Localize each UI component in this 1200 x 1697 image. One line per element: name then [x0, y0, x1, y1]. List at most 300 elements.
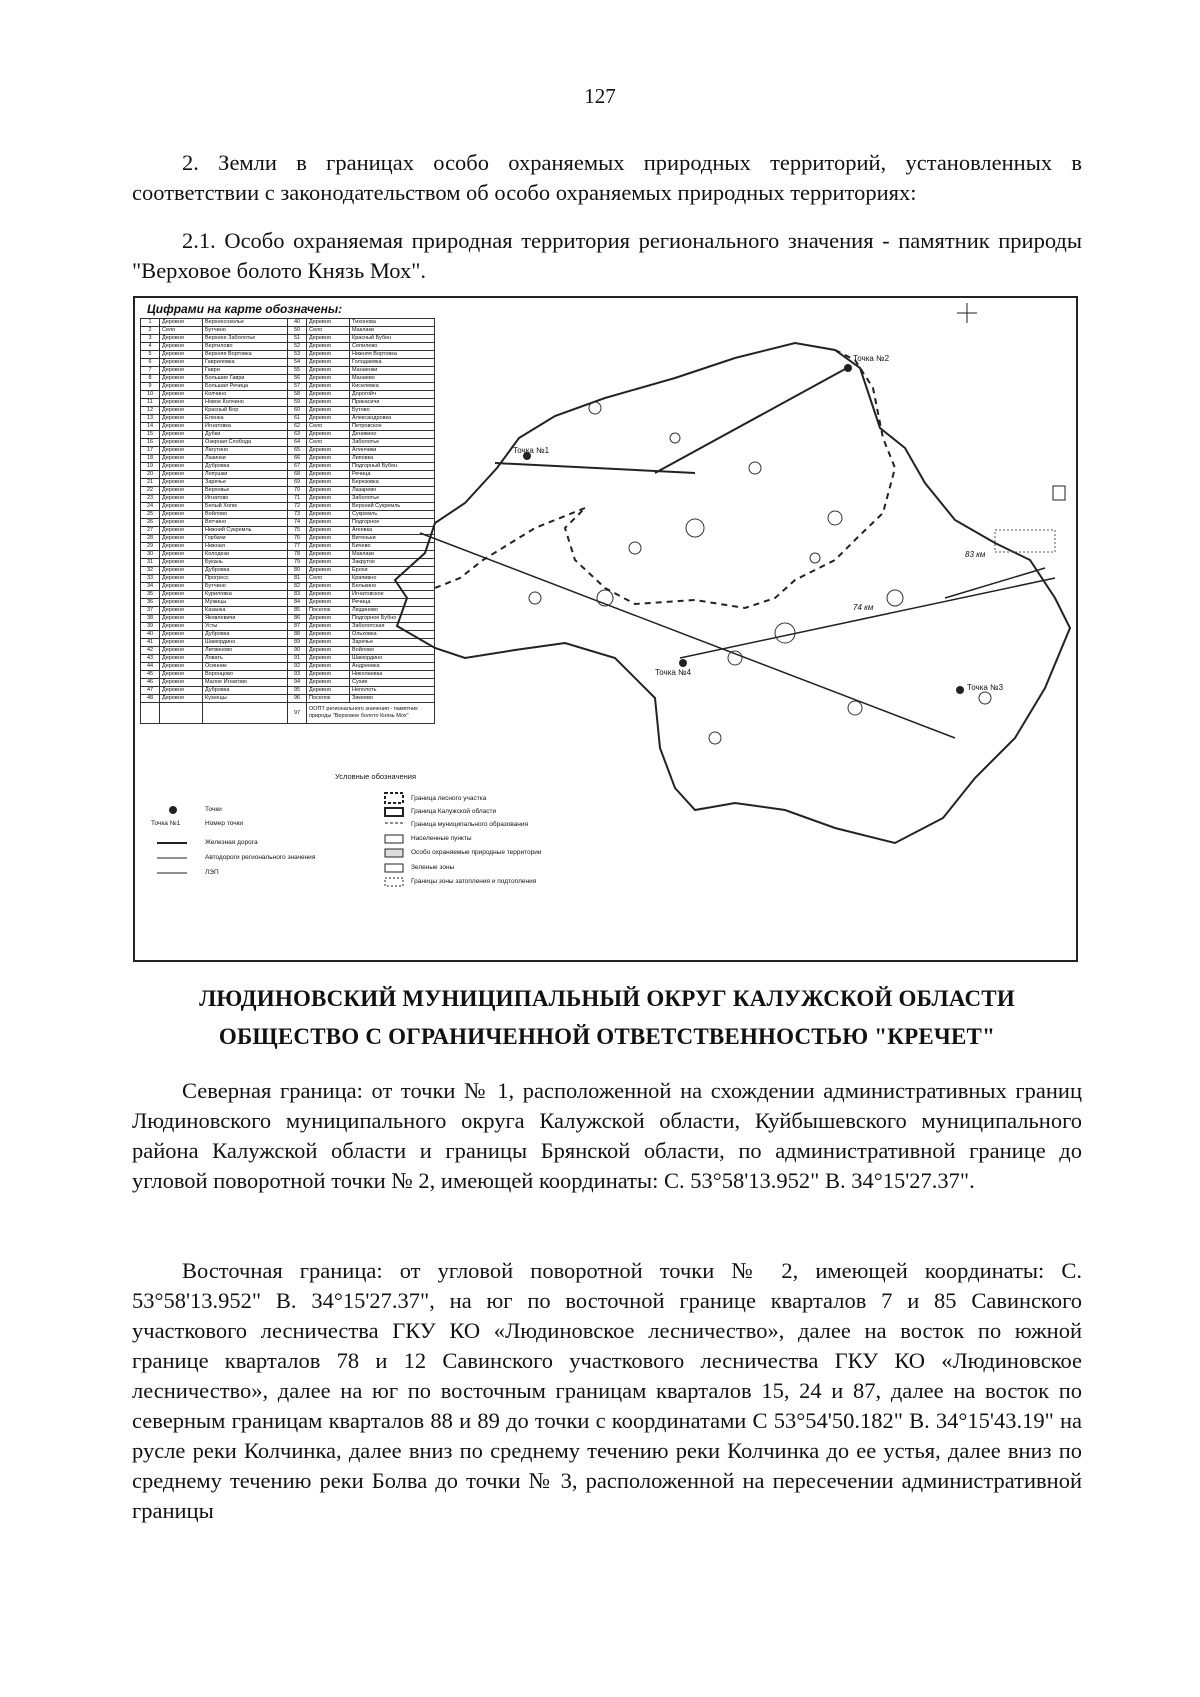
table-cell: 63: [288, 431, 307, 439]
table-cell: Манаенки: [350, 367, 435, 375]
table-cell: Деревня: [160, 519, 203, 527]
table-cell: 24: [141, 503, 160, 511]
table-cell: 26: [141, 519, 160, 527]
table-cell: 72: [288, 503, 307, 511]
table-cell: Кузнецы: [203, 695, 288, 703]
table-cell: Деревня: [307, 431, 350, 439]
table-cell: Киселевка: [350, 383, 435, 391]
table-cell: 75: [288, 527, 307, 535]
table-cell: Деревня: [160, 511, 203, 519]
table-cell: Деревня: [160, 607, 203, 615]
heading-company: ОБЩЕСТВО С ОГРАНИЧЕННОЙ ОТВЕТСТВЕННОСТЬЮ "КРЕЧЕТ": [218, 1024, 996, 1049]
table-cell: Заболотье: [350, 495, 435, 503]
legend-forest-boundary: Граница лесного участка: [411, 795, 487, 802]
table-cell: 55: [288, 367, 307, 375]
paragraph-north-border: Северная граница: от точки № 1, расположенной на схождении административных границ Людиновского муниципального округа Калужской области, Куйбышевского муниципального района Калужской области и границы Брянской области, по административной границе до угловой поворотной точки № 2, имеющей координаты: С. 53°58'13.952" В. 34°15'27.37".: [132, 1078, 1082, 1193]
table-cell: Манаево: [350, 375, 435, 383]
table-cell: 28: [141, 535, 160, 543]
table-cell: Деревня: [307, 687, 350, 695]
table-cell: Малое Игнатово: [203, 679, 288, 687]
table-cell: Крапивно: [350, 575, 435, 583]
table-cell: 64: [288, 439, 307, 447]
table-cell: Нижний Сукремль: [203, 527, 288, 535]
table-cell: 61: [288, 415, 307, 423]
table-cell: 54: [288, 359, 307, 367]
table-cell: 40: [288, 319, 307, 327]
table-cell: Витеньки: [350, 535, 435, 543]
table-cell: Деревня: [160, 439, 203, 447]
table-cell: 16: [141, 439, 160, 447]
table-cell: Деревня: [307, 543, 350, 551]
table-cell: 4: [141, 343, 160, 351]
table-cell: Деревня: [160, 687, 203, 695]
table-cell: Деревня: [160, 351, 203, 359]
table-cell: Бутчино: [203, 583, 288, 591]
table-cell: Деревня: [160, 487, 203, 495]
table-cell: Ольховка: [350, 631, 435, 639]
table-cell: 22: [141, 487, 160, 495]
table-cell: Зикеево: [350, 695, 435, 703]
table-cell: Деревня: [160, 407, 203, 415]
table-cell: 46: [141, 679, 160, 687]
table-cell: Белый Холм: [203, 503, 288, 511]
table-cell: Деревня: [307, 335, 350, 343]
table-cell: Дубровка: [203, 687, 288, 695]
table-cell: Деревня: [307, 503, 350, 511]
table-cell: Верхняя Вортовка: [203, 351, 288, 359]
table-cell: 60: [288, 407, 307, 415]
road-label-83: 83 км: [965, 550, 986, 559]
table-cell: 45: [141, 671, 160, 679]
table-cell: 19: [141, 463, 160, 471]
legend-green-zones: Зеленые зоны: [411, 864, 455, 871]
table-cell: 91: [288, 655, 307, 663]
north-arrow-icon: [957, 303, 977, 323]
table-cell: 43: [141, 655, 160, 663]
table-cell: 69: [288, 479, 307, 487]
table-cell: Деревня: [160, 631, 203, 639]
table-cell: Голодаевка: [350, 359, 435, 367]
table-cell: Нижная: [203, 543, 288, 551]
table-cell: Деревня: [160, 671, 203, 679]
table-cell: Деревня: [307, 383, 350, 391]
table-cell: 18: [141, 455, 160, 463]
table-cell: Село: [307, 423, 350, 431]
table-cell: Казанка: [203, 607, 288, 615]
legend-oopt: Особо охраняемые природные территории: [411, 849, 542, 856]
table-cell: Деревня: [160, 447, 203, 455]
table-cell: Село: [307, 327, 350, 335]
table-cell: Подгорное: [350, 519, 435, 527]
table-cell: 76: [288, 535, 307, 543]
table-cell: Деревня: [307, 559, 350, 567]
table-cell: Лагутино: [203, 447, 288, 455]
road: [680, 578, 1055, 658]
table-cell: Петровское: [350, 423, 435, 431]
table-cell: 32: [141, 567, 160, 575]
legend-settlements: Населенные пункты: [411, 835, 472, 842]
dashed-boundary: [565, 350, 895, 608]
table-cell: Липовка: [350, 455, 435, 463]
table-cell: Сукремль: [350, 511, 435, 519]
table-cell: Людиново: [350, 607, 435, 615]
table-cell: Войлово: [203, 511, 288, 519]
table-cell: 50: [288, 327, 307, 335]
table-cell: Заболотье: [350, 439, 435, 447]
table-cell: 38: [141, 615, 160, 623]
point-3-marker: [956, 686, 964, 694]
table-cell: ООПТ регионального значения - памятник природы "Верховое болото Князь Мох": [307, 703, 435, 724]
table-cell: Деревня: [160, 647, 203, 655]
table-cell: 58: [288, 391, 307, 399]
legend-municipal-boundary: Граница муниципального образования: [411, 821, 529, 828]
table-cell: Деревня: [160, 383, 203, 391]
table-cell: Красный Бор: [203, 407, 288, 415]
railway: [420, 533, 955, 738]
paragraph-monument: 2.1. Особо охраняемая природная территория регионального значения - памятник природы "Верховое болото Князь Мох".: [132, 228, 1082, 283]
table-cell: Деревня: [160, 367, 203, 375]
table-cell: Деревня: [307, 679, 350, 687]
table-cell: 62: [288, 423, 307, 431]
table-cell: Лазинки: [203, 455, 288, 463]
table-cell: 82: [288, 583, 307, 591]
table-cell: 35: [141, 591, 160, 599]
heading-district: ЛЮДИНОВСКИЙ МУНИЦИПАЛЬНЫЙ ОКРУГ КАЛУЖСКОЙ ОБЛАСТИ: [199, 986, 1015, 1011]
table-cell: Деревня: [307, 511, 350, 519]
table-cell: Деревня: [307, 631, 350, 639]
table-cell: Нижняя Вортовка: [350, 351, 435, 359]
table-cell: 84: [288, 599, 307, 607]
table-cell: Вертилово: [203, 343, 288, 351]
table-cell: Деревня: [160, 391, 203, 399]
table-cell: Игнатово: [203, 495, 288, 503]
table-cell: 73: [288, 511, 307, 519]
table-cell: 78: [288, 551, 307, 559]
table-cell: Деревня: [160, 399, 203, 407]
table-cell: Белькино: [350, 583, 435, 591]
table-cell: Колчино: [203, 391, 288, 399]
table-cell: 29: [141, 543, 160, 551]
table-cell: 47: [141, 687, 160, 695]
table-cell: 42: [141, 647, 160, 655]
table-cell: 30: [141, 551, 160, 559]
table-cell: 67: [288, 463, 307, 471]
legend-regional-roads: Автодороги регионального значения: [205, 854, 316, 861]
table-cell: Деревня: [307, 671, 350, 679]
table-cell: 57: [288, 383, 307, 391]
table-cell: 7: [141, 367, 160, 375]
legend-title: Условные обозначения: [335, 772, 417, 781]
table-cell: Деревня: [307, 479, 350, 487]
table-cell: Подгорный Бубен: [350, 463, 435, 471]
table-cell: Тихонова: [350, 319, 435, 327]
label-point-1: Точка №1: [513, 446, 550, 455]
table-cell: Деревня: [160, 527, 203, 535]
table-cell: 59: [288, 399, 307, 407]
road-label-74: 74 км: [853, 603, 874, 612]
table-cell: Верхний Сукремль: [350, 503, 435, 511]
table-cell: Лопушки: [203, 471, 288, 479]
table-cell: Деревня: [160, 471, 203, 479]
table-cell: Деревня: [160, 623, 203, 631]
table-cell: Бутчино: [203, 327, 288, 335]
table-cell: Деревня: [160, 375, 203, 383]
table-cell: Деревня: [307, 615, 350, 623]
table-cell: Деревня: [160, 599, 203, 607]
table-cell: Дубровка: [203, 567, 288, 575]
table-cell: Колодези: [203, 551, 288, 559]
table-cell: Деревня: [307, 367, 350, 375]
table-cell: Горбачи: [203, 535, 288, 543]
legend-kaluga-boundary: Граница Калужской области: [411, 808, 497, 815]
table-cell: Березовка: [350, 479, 435, 487]
table-cell: Верхнесоколье: [203, 319, 288, 327]
table-cell: Заречье: [350, 639, 435, 647]
table-cell: 53: [288, 351, 307, 359]
table-cell: Деревня: [160, 359, 203, 367]
table-cell: Гаври: [203, 367, 288, 375]
label-point-2: Точка №2: [853, 354, 890, 363]
table-cell: Деревня: [307, 551, 350, 559]
table-cell: Игнатовское: [350, 591, 435, 599]
table-cell: Деревня: [160, 343, 203, 351]
table-cell: 80: [288, 567, 307, 575]
table-cell: Деревня: [160, 575, 203, 583]
table-cell: Деревня: [307, 471, 350, 479]
table-cell: Деревня: [160, 335, 203, 343]
table-cell: 39: [141, 623, 160, 631]
table-cell: 89: [288, 639, 307, 647]
table-cell: 1: [141, 319, 160, 327]
table-cell: Куриловка: [203, 591, 288, 599]
table-cell: Заболотская: [350, 623, 435, 631]
table-cell: Еленка: [203, 415, 288, 423]
table-cell: 68: [288, 471, 307, 479]
table-cell: Ловать: [203, 655, 288, 663]
table-cell: Деревня: [307, 415, 350, 423]
table-cell: Деревня: [160, 583, 203, 591]
table-cell: Заречье: [203, 479, 288, 487]
table-cell: 15: [141, 431, 160, 439]
table-cell: 90: [288, 647, 307, 655]
table-cell: Большая Речица: [203, 383, 288, 391]
table-cell: Озерная Слобода: [203, 439, 288, 447]
table-cell: 17: [141, 447, 160, 455]
table-cell: 65: [288, 447, 307, 455]
table-cell: 5: [141, 351, 160, 359]
table-cell: Бутово: [350, 407, 435, 415]
table-cell: Деревня: [307, 375, 350, 383]
table-cell: Деревня: [160, 591, 203, 599]
table-cell: Мужицы: [203, 599, 288, 607]
legend-sample-point: Точка №1: [151, 820, 181, 827]
table-cell: Сухие: [350, 679, 435, 687]
table-cell: Деревня: [307, 319, 350, 327]
table-cell: Деревня: [160, 455, 203, 463]
table-cell: Букань: [203, 559, 288, 567]
table-cell: 27: [141, 527, 160, 535]
table-cell: Верховье: [203, 487, 288, 495]
table-cell: Гавриловка: [203, 359, 288, 367]
table-cell: Поселок: [307, 607, 350, 615]
table-cell: 10: [141, 391, 160, 399]
table-cell: Речица: [350, 471, 435, 479]
table-cell: 37: [141, 607, 160, 615]
table-cell: Деревня: [307, 639, 350, 647]
table-cell: Николаевка: [350, 671, 435, 679]
label-point-3: Точка №3: [967, 683, 1004, 692]
table-cell: Деревня: [160, 655, 203, 663]
table-cell: Сепилево: [350, 343, 435, 351]
table-cell: Верхнее Заболотье: [203, 335, 288, 343]
table-cell: Деревня: [160, 423, 203, 431]
table-cell: Александровка: [350, 415, 435, 423]
table-cell: Воронцово: [203, 671, 288, 679]
table-cell: 71: [288, 495, 307, 503]
table-cell: 8: [141, 375, 160, 383]
table-cell: 14: [141, 423, 160, 431]
table-cell: Андреевка: [350, 663, 435, 671]
table-cell: Деревня: [307, 535, 350, 543]
table-cell: 83: [288, 591, 307, 599]
table-cell: 9: [141, 383, 160, 391]
table-cell: 66: [288, 455, 307, 463]
table-cell: Деревня: [307, 519, 350, 527]
table-cell: Дубровка: [203, 631, 288, 639]
legend-power-line: ЛЭП: [205, 869, 219, 876]
table-cell: Войлово: [350, 647, 435, 655]
table-cell: Агеевка: [350, 527, 435, 535]
table-cell: 48: [141, 695, 160, 703]
table-cell: 6: [141, 359, 160, 367]
table-cell: Деревня: [160, 615, 203, 623]
table-cell: 87: [288, 623, 307, 631]
paragraph-east-border: Восточная граница: от угловой поворотной точки № 2, имеющей координаты: С. 53°58'13.952" В. 34°15'27.37", на юг по восточной границе кварталов 7 и 85 Савинского участкового лесничества ГКУ КО «Людиновское лесничество», далее на восток по южной границе кварталов 78 и 12 Савинского участкового лесничества ГКУ КО «Людиновское лесничество», далее на юг по восточным границам кварталов 15, 24 и 87, далее на восток по северным границам кварталов 88 и 89 до точки с координатами С 53°54'50.182" В. 34°15'43.19" на русле реки Колчинка, далее вниз по среднему течению реки Колчинка до ее устья, далее вниз по среднему течению реки Болва до точки № 3, расположенной на пересечении административной границы: [132, 1258, 1082, 1523]
table-cell: Деревня: [307, 647, 350, 655]
table-cell: Деревня: [160, 567, 203, 575]
table-cell: Деревня: [307, 583, 350, 591]
table-cell: Деревня: [160, 415, 203, 423]
table-cell: Алянчики: [350, 447, 435, 455]
table-cell: Деревня: [160, 663, 203, 671]
table-cell: 2: [141, 327, 160, 335]
table-cell: Маклаки: [350, 327, 435, 335]
table-cell: 51: [288, 335, 307, 343]
map-figure: [133, 296, 1078, 962]
legend-point-number: Номер точки: [205, 820, 244, 827]
table-cell: Деревня: [160, 503, 203, 511]
table-cell: Маклаки: [350, 551, 435, 559]
district-boundary: [395, 343, 1070, 843]
table-cell: 93: [288, 671, 307, 679]
table-cell: 34: [141, 583, 160, 591]
table-cell: 31: [141, 559, 160, 567]
table-cell: Деревня: [307, 407, 350, 415]
table-cell: Деревня: [160, 463, 203, 471]
table-cell: Деревня: [307, 591, 350, 599]
table-cell: 88: [288, 631, 307, 639]
table-cell: Прикасичи: [350, 399, 435, 407]
table-cell: 12: [141, 407, 160, 415]
table-cell: 79: [288, 559, 307, 567]
paragraph-lands-oopt: 2. Земли в границах особо охраняемых природных территорий, установленных в соответствии с законодательством об особо охраняемых природных территориях:: [132, 150, 1082, 205]
table-cell: Неполоть: [350, 687, 435, 695]
table-cell: 94: [288, 679, 307, 687]
table-cell: Подгорное Бубно: [350, 615, 435, 623]
table-cell: Деревня: [307, 567, 350, 575]
table-cell: 70: [288, 487, 307, 495]
table-cell: Новое Колчино: [203, 399, 288, 407]
table-cell: Деревня: [160, 431, 203, 439]
table-cell: 86: [288, 615, 307, 623]
table-cell: 23: [141, 495, 160, 503]
table-cell: Речица: [350, 599, 435, 607]
table-cell: 52: [288, 343, 307, 351]
table-cell: 41: [141, 639, 160, 647]
table-cell: Деревня: [160, 479, 203, 487]
table-cell: Закрутое: [350, 559, 435, 567]
table-cell: Деревня: [160, 695, 203, 703]
table-cell: 81: [288, 575, 307, 583]
table-cell: Деревня: [307, 463, 350, 471]
legend-flood-zone: Границы зоны затопления и подтопления: [411, 878, 537, 885]
table-cell: 3: [141, 335, 160, 343]
table-cell: Деревня: [160, 319, 203, 327]
table-cell: Деревня: [307, 623, 350, 631]
table-cell: 77: [288, 543, 307, 551]
table-cell: Деревня: [307, 527, 350, 535]
table-cell: Лазарево: [350, 487, 435, 495]
table-cell: Шамордино: [350, 655, 435, 663]
table-cell: Деревня: [307, 399, 350, 407]
table-cell: 95: [288, 687, 307, 695]
table-cell: Дорогойч: [350, 391, 435, 399]
table-cell: Ерохи: [350, 567, 435, 575]
table-cell: Дубки: [203, 431, 288, 439]
point-4-marker: [679, 659, 687, 667]
point-2-marker: [844, 364, 852, 372]
table-cell: Деникино: [350, 431, 435, 439]
table-cell: Деревня: [307, 359, 350, 367]
table-cell: 44: [141, 663, 160, 671]
table-cell: Деревня: [307, 655, 350, 663]
table-cell: Усты: [203, 623, 288, 631]
table-cell: Дубровка: [203, 463, 288, 471]
table-cell: Село: [160, 327, 203, 335]
table-cell: 21: [141, 479, 160, 487]
table-cell: Осинник: [203, 663, 288, 671]
table-cell: Яковлевичи: [203, 615, 288, 623]
table-cell: Деревня: [160, 551, 203, 559]
table-cell: Деревня: [307, 663, 350, 671]
table-cell: 40: [141, 631, 160, 639]
table-cell: Деревня: [160, 535, 203, 543]
table-cell: Большие Гаври: [203, 375, 288, 383]
table-cell: 96: [288, 695, 307, 703]
table-cell: 20: [141, 471, 160, 479]
table-cell: Деревня: [160, 679, 203, 687]
legend-points: Точки: [205, 806, 222, 813]
table-cell: Бичево: [350, 543, 435, 551]
table-cell: Шамордино: [203, 639, 288, 647]
table-cell: Игнатовка: [203, 423, 288, 431]
table-cell: Село: [307, 439, 350, 447]
legend-railway: Железная дорога: [205, 839, 258, 846]
line-point2: [655, 368, 847, 473]
table-cell: Поселок: [307, 695, 350, 703]
table-cell: Деревня: [160, 639, 203, 647]
table-cell: 56: [288, 375, 307, 383]
